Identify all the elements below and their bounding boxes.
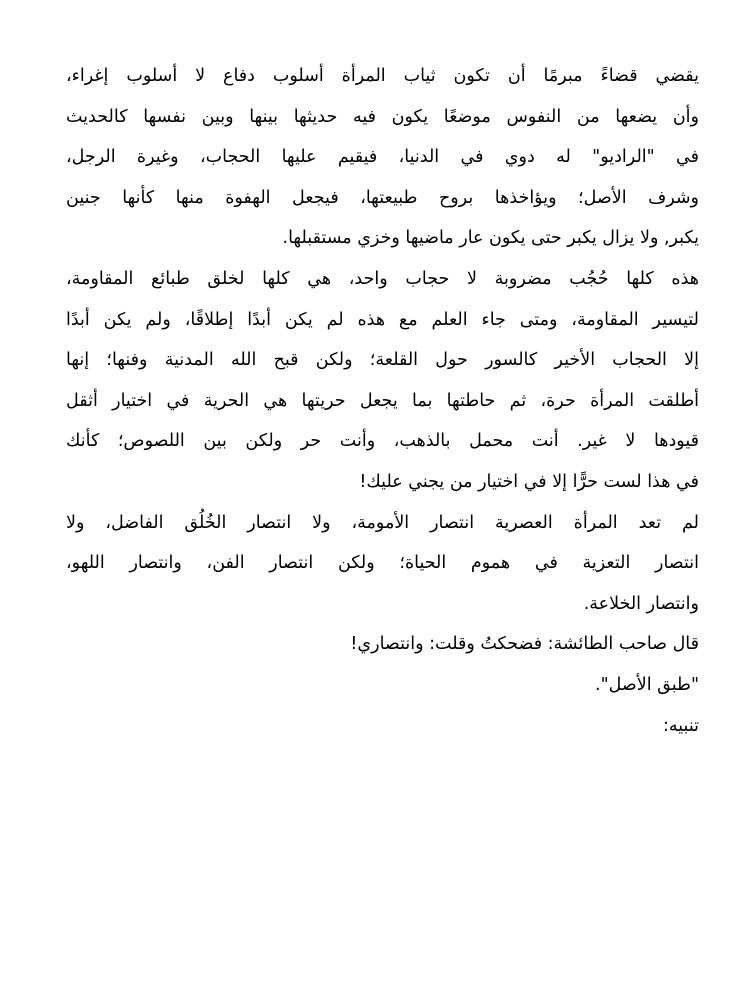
text-line: في هذا لست حرًّا إلا في اختيار من يجني عليك! [359,471,699,492]
document-page [66,56,699,746]
paragraph [66,503,699,625]
text-line: "طبق الأصل". [595,674,699,695]
text-line: يقضي قضاءً مبرمًا أن تكون ثياب المرأة أسلوب دفاع لا أسلوب إغراء، [66,66,699,86]
text-line: انتصار التعزية في هموم الحياة؛ ولكن انتصار الفن، وانتصار اللهو، [66,553,699,574]
paragraph [66,665,699,706]
text-line: وشرف الأصل؛ ويؤاخذها بروح طبيعتها، فيجعل الهفوة منها كأنها جنين [66,187,699,208]
text-line: تنبيه: [663,715,699,736]
text-line: قيودها لا غير. أنت محمل بالذهب، وأنت حر ولكن بين اللصوص؛ كأنك [66,431,699,452]
paragraph [66,624,699,665]
text-line: أطلقت المرأة حرة، ثم حاطتها بما يجعل حريتها هي الحرية في اختيار أثقل [66,390,699,411]
text-line: لتيسير المقاومة، ومتى جاء العلم مع هذه لم يكن أبدًا إطلاقًا، ولم يكن أبدًا [66,309,699,330]
text-line: وانتصار الخلاعة. [583,593,699,614]
text-line: في "الراديو" له دوي في الدنيا، فيقيم عليها الحجاب، وغيرة الرجل، [66,147,699,168]
paragraph [66,706,699,747]
paragraph [66,56,699,259]
paragraph [66,259,699,503]
text-line: هذه كلها حُجُب مضروبة لا حجاب واحد، هي كلها لخلق طبائع المقاومة، [66,268,699,289]
text-line: وأن يضعها من النفوس موضعًا يكون فيه حديثها بينها وبين نفسها كالحديث [66,106,699,127]
text-line: لم تعد المرأة العصرية انتصار الأمومة، ولا انتصار الخُلُق الفاضل، ولا [66,512,699,533]
text-line: قال صاحب الطائشة: فضحكتُ وقلت: وانتصاري! [350,634,699,655]
text-line: يكبر, ولا يزال يكبر حتى يكون عار ماضيها وخزي مستقبلها. [282,228,699,249]
text-line: إلا الحجاب الأخير كالسور حول القلعة؛ ولكن قبح الله المدنية وفنها؛ إنها [66,350,699,371]
